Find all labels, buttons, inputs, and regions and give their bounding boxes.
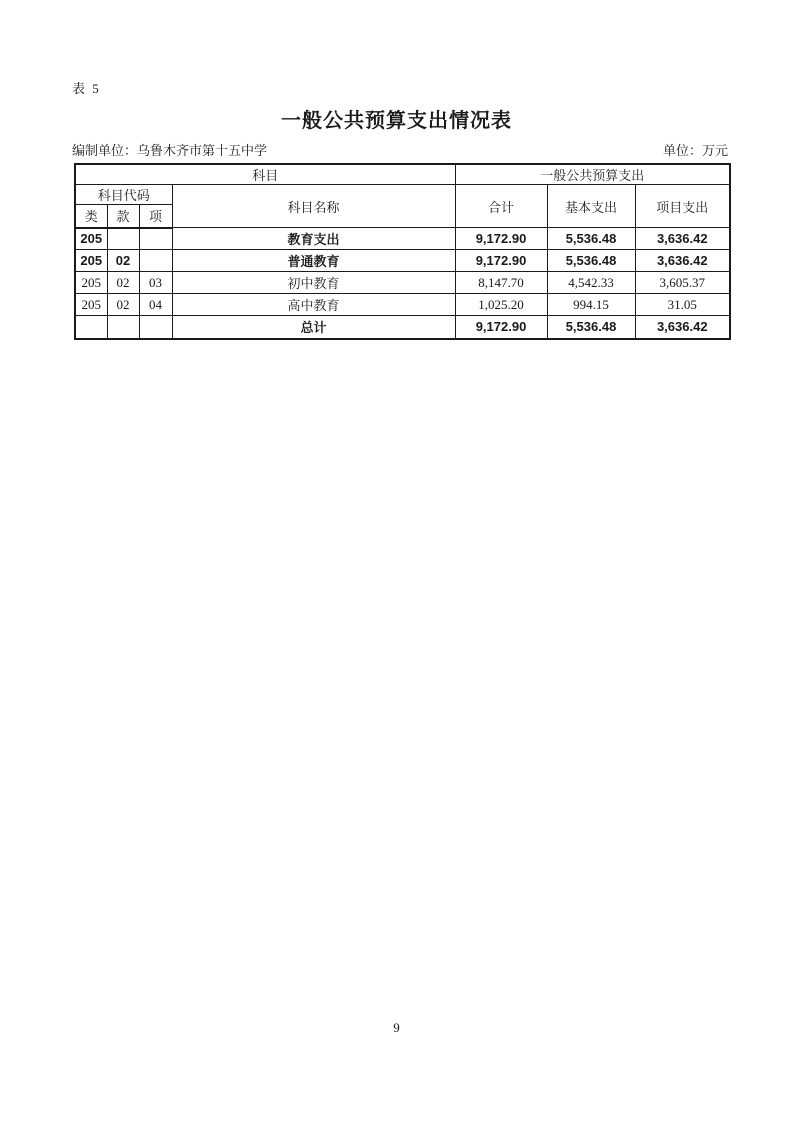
table-row — [75, 250, 730, 272]
header-col-name: 科目名称 — [172, 185, 455, 228]
table-row — [75, 294, 730, 316]
cell-name: 高中教育 — [172, 294, 455, 316]
cell-basic: 5,536.48 — [547, 228, 635, 250]
header-col-project: 项目支出 — [635, 185, 730, 228]
cell-section: 02 — [107, 294, 139, 316]
header-col-class: 类 — [75, 205, 107, 228]
cell-basic: 5,536.48 — [547, 250, 635, 272]
cell-class: 205 — [75, 272, 107, 294]
prepared-by-label: 编制单位：乌鲁木齐市第十五中学 — [72, 143, 268, 158]
header-col-section: 款 — [107, 205, 139, 228]
cell-item: 04 — [139, 294, 172, 316]
cell-section — [107, 228, 139, 250]
cell-total: 9,172.90 — [455, 228, 547, 250]
header-subject-group: 科目 — [75, 164, 455, 185]
table-meta-row — [72, 140, 728, 159]
page-title: 一般公共预算支出情况表 — [281, 110, 512, 132]
cell-project: 3,636.42 — [635, 250, 730, 272]
cell-name: 普通教育 — [172, 250, 455, 272]
header-budget-group: 一般公共预算支出 — [455, 164, 730, 185]
cell-item: 03 — [139, 272, 172, 294]
table-number-label: 表 5 — [72, 81, 101, 96]
cell-total: 1,025.20 — [455, 294, 547, 316]
cell-item — [139, 316, 172, 339]
cell-class — [75, 316, 107, 339]
total-row — [75, 316, 730, 339]
header-col-total: 合计 — [455, 185, 547, 228]
table-row — [75, 228, 730, 250]
total-project: 3,636.42 — [635, 316, 730, 339]
cell-section — [107, 316, 139, 339]
cell-item — [139, 250, 172, 272]
header-code-row — [75, 185, 730, 205]
header-col-basic: 基本支出 — [547, 185, 635, 228]
cell-class: 205 — [75, 294, 107, 316]
page-number: 9 — [393, 1020, 400, 1035]
cell-class: 205 — [75, 250, 107, 272]
table-row — [75, 272, 730, 294]
header-col-item: 项 — [139, 205, 172, 228]
unit-label: 单位：万元 — [662, 143, 728, 158]
cell-item — [139, 228, 172, 250]
cell-total: 9,172.90 — [455, 250, 547, 272]
cell-basic: 4,542.33 — [547, 272, 635, 294]
cell-class: 205 — [75, 228, 107, 250]
cell-basic: 994.15 — [547, 294, 635, 316]
total-label: 总计 — [172, 316, 455, 339]
header-group-row — [75, 164, 730, 185]
cell-name: 教育支出 — [172, 228, 455, 250]
total-total: 9,172.90 — [455, 316, 547, 339]
cell-name: 初中教育 — [172, 272, 455, 294]
cell-section: 02 — [107, 250, 139, 272]
total-basic: 5,536.48 — [547, 316, 635, 339]
cell-project: 31.05 — [635, 294, 730, 316]
budget-expenditure-table — [74, 163, 731, 340]
cell-total: 8,147.70 — [455, 272, 547, 294]
cell-section: 02 — [107, 272, 139, 294]
header-code-group: 科目代码 — [75, 185, 172, 205]
cell-project: 3,605.37 — [635, 272, 730, 294]
cell-project: 3,636.42 — [635, 228, 730, 250]
